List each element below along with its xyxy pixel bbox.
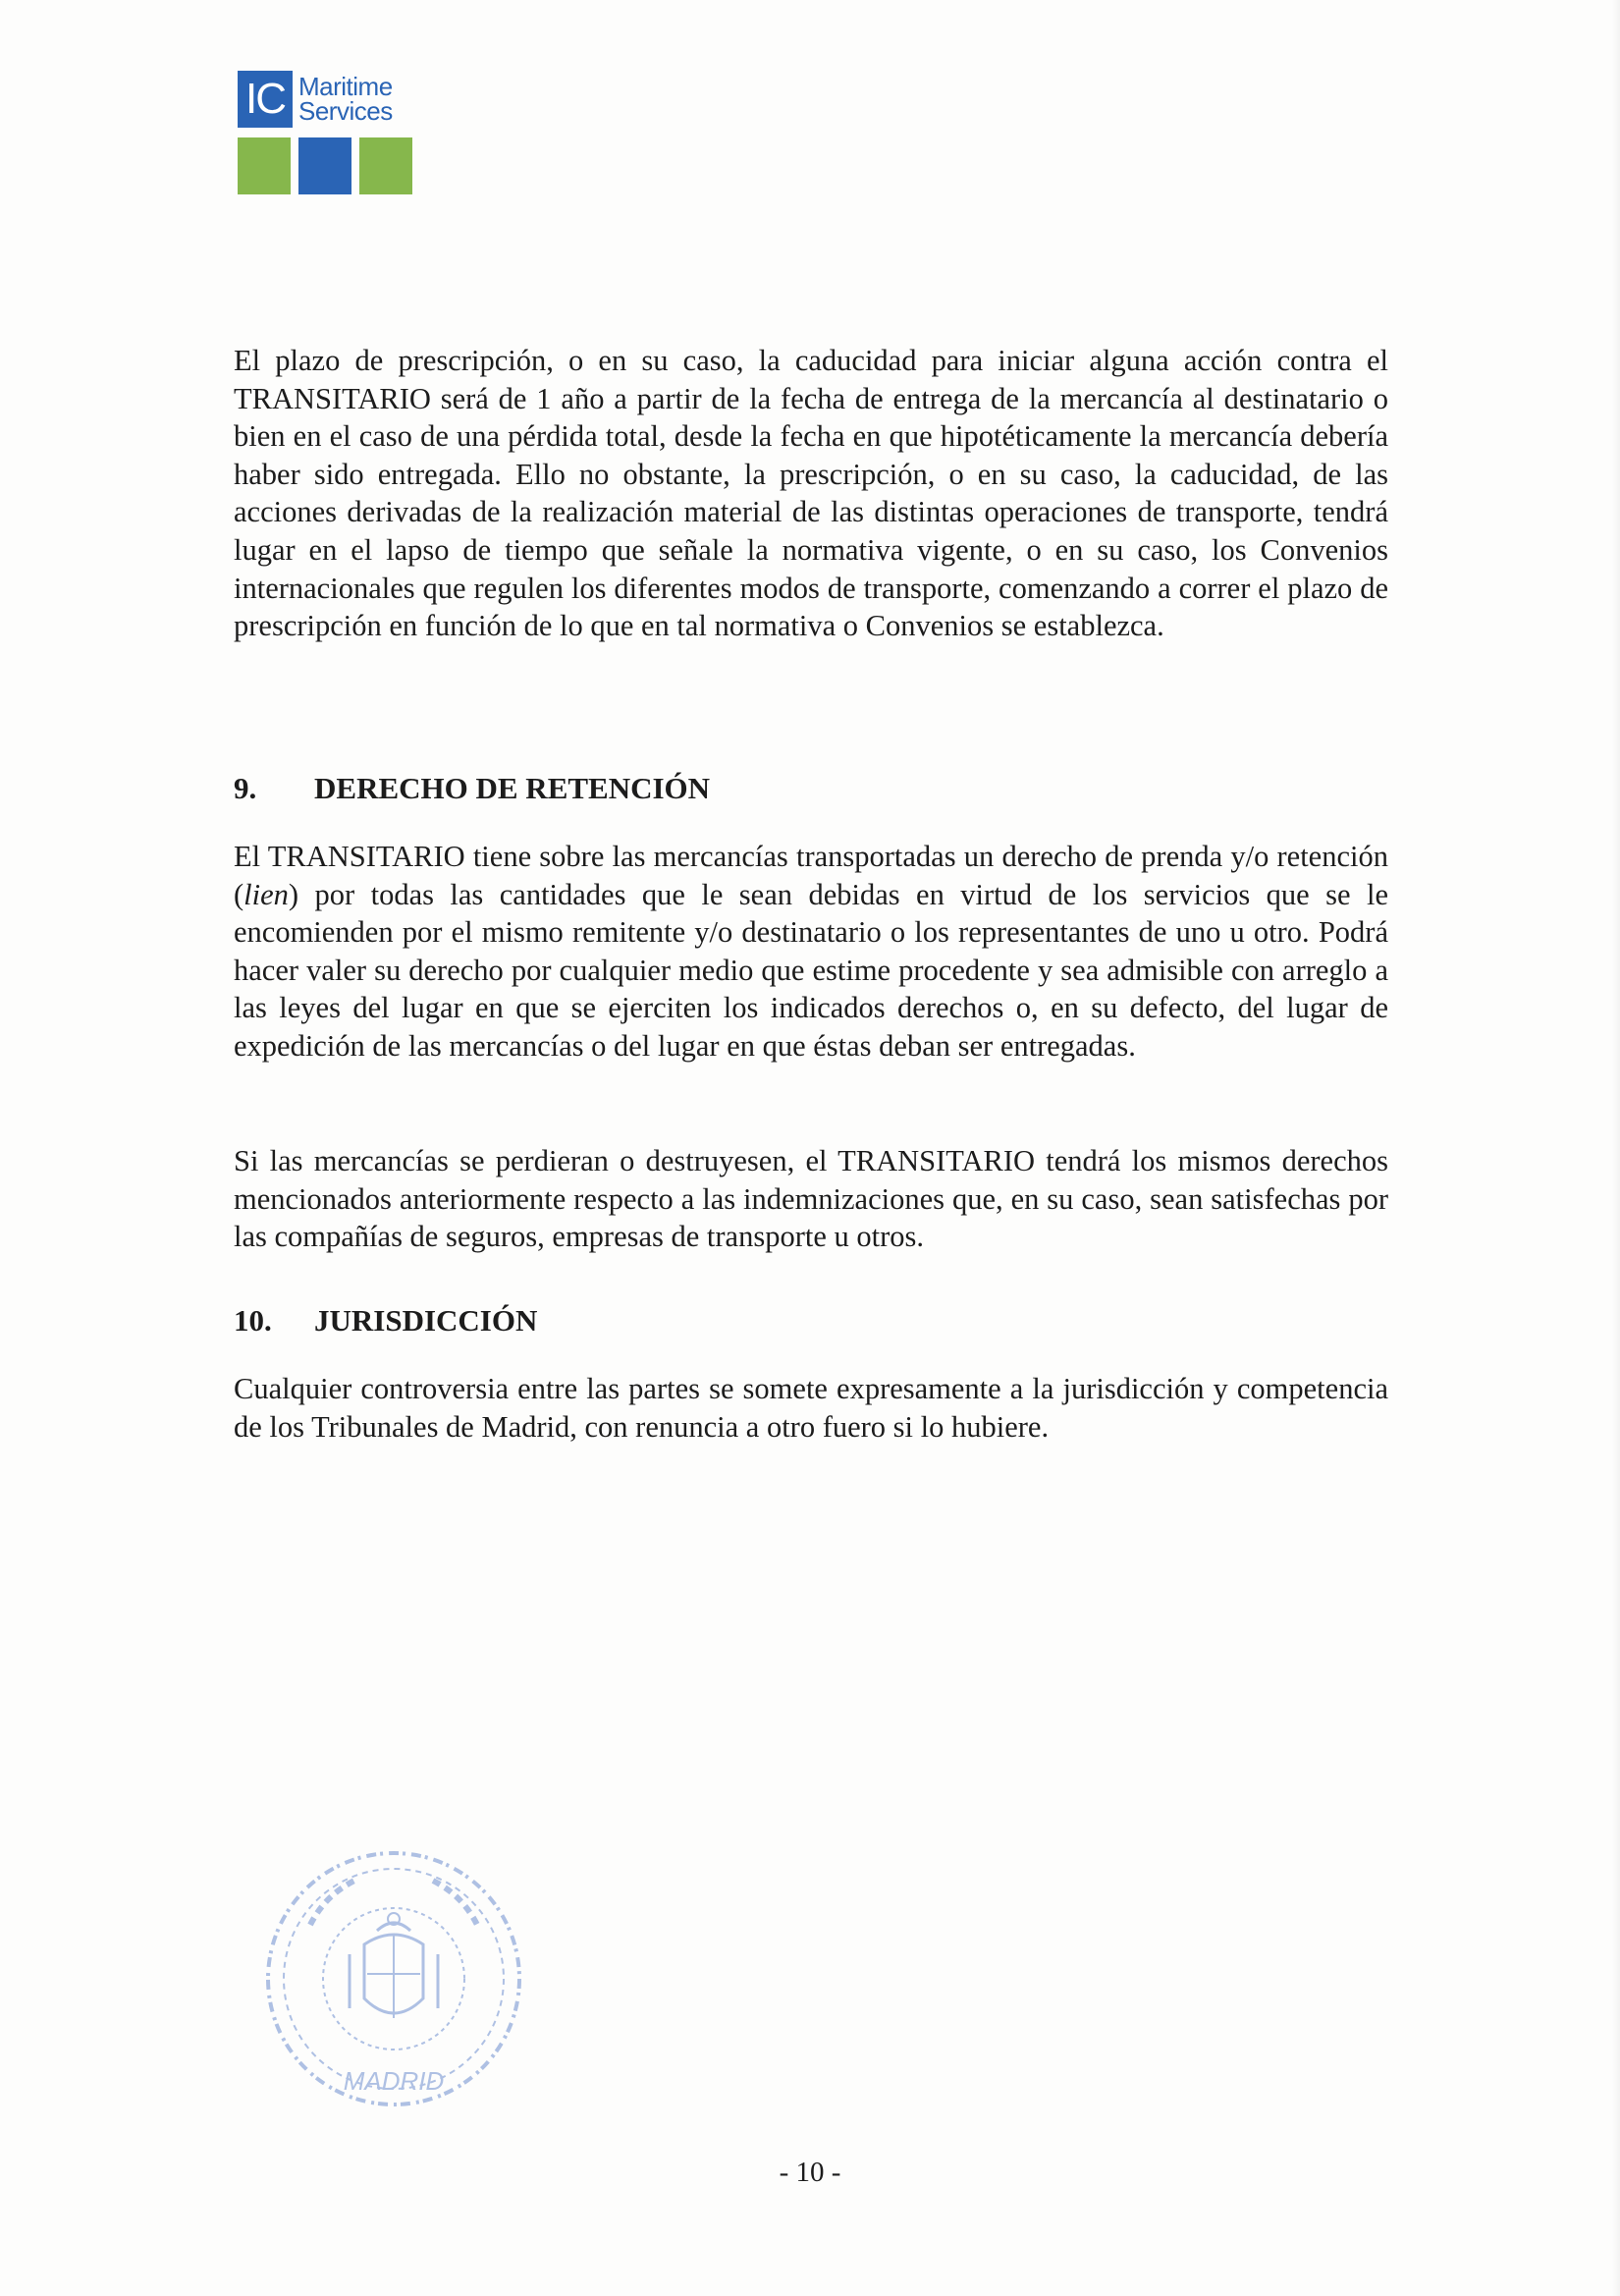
loss-paragraph: Si las mercancías se perdieran o destruyesen, el TRANSITARIO tendrá los mismos derechos mencionados anteriormente respecto a las indemnizaciones que, en su caso, sean satisfechas por las compañías de seguros, empresas de transporte u otros. — [234, 1144, 1388, 1254]
logo-name-line1: Maritime — [298, 72, 393, 101]
logo-initials: IC — [238, 71, 293, 128]
section-9-title: DERECHO DE RETENCIÓN — [314, 771, 711, 805]
logo-blue-block — [298, 137, 351, 194]
logo-name — [298, 72, 393, 126]
company-logo — [238, 71, 412, 196]
logo-green-block-left — [238, 137, 291, 194]
section-9-heading — [234, 769, 710, 808]
official-seal-stamp — [251, 1836, 536, 2121]
section-10-heading — [234, 1301, 537, 1340]
section-10-title: JURISDICCIÓN — [314, 1303, 538, 1338]
stamp-text: MADRID — [343, 2066, 445, 2096]
logo-green-block-right — [359, 137, 412, 194]
section-9-number: 9. — [234, 771, 257, 805]
section-10-number: 10. — [234, 1303, 272, 1338]
prescription-paragraph: El plazo de prescripción, o en su caso, la caducidad para iniciar alguna acción contra el TRANSITARIO será de 1 año a partir de la fecha de entrega de la mercancía al destinatario o bien en el caso de una pérdida total, desde la fecha en que hipotéticamente la mercancía debería haber sido entregada. Ello no obstante, la prescripción, o en su caso, la caducidad, de las acciones derivadas de la realización material de las distintas operaciones de transporte, tendrá lugar en el lapso de tiempo que señale la normativa vigente, o en su caso, los Convenios internacionales que regulen los diferentes modos de transporte, comenzando a correr el plazo de prescripción en función de lo que en tal normativa o Convenios se establezca. — [234, 344, 1388, 643]
scan-edge-shadow — [1612, 0, 1620, 2296]
jurisdiction-paragraph: Cualquier controversia entre las partes se somete expresamente a la jurisdicción y competencia de los Tribunales de Madrid, con renuncia a otro fuero si lo hubiere. — [234, 1372, 1388, 1444]
logo-name-line2: Services — [298, 96, 393, 126]
retention-text-italic: lien — [243, 877, 289, 911]
retention-text-end: ) por todas las cantidades que le sean debidas en virtud de los servicios que se le encomienden por el mismo remitente y/o destinatario o los representantes de uno u otro. Podrá hacer valer su derecho por cualquier medio que estime procedente y sea admisible con arreglo a las leyes del lugar en que se ejerciten los indicados derechos o, en su defecto, del lugar de expedición de las mercancías o del lugar en que éstas deban ser entregadas. — [234, 877, 1388, 1063]
page-number: - 10 - — [779, 2157, 841, 2188]
retention-paragraph — [234, 838, 1388, 1066]
retention-text-start: El TRANSITARIO tiene sobre las mercancías transportadas un derecho de prenda y/o retención ( — [234, 840, 1388, 911]
